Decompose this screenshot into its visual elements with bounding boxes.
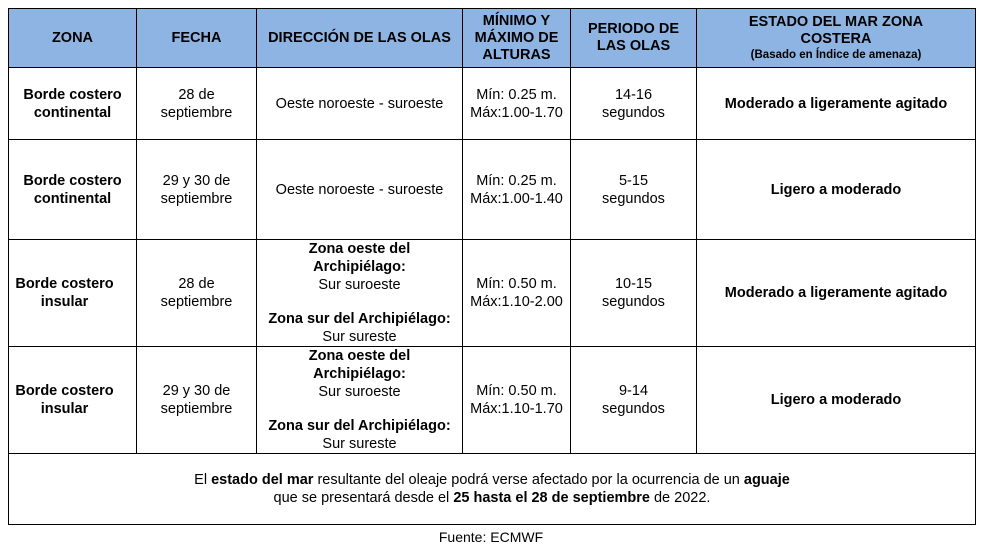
direccion-cell [257, 347, 463, 454]
sea-state-table [8, 8, 976, 525]
min-height: Mín: 0.50 m. [476, 276, 557, 292]
note-cell [9, 454, 976, 525]
min-height: Mín: 0.50 m. [476, 383, 557, 399]
table-row [9, 140, 976, 240]
max-height: Máx:1.10-1.70 [470, 401, 563, 417]
header-periodo: PERIODO DE LAS OLAS [571, 9, 697, 68]
min-height: Mín: 0.25 m. [476, 86, 557, 103]
dir-oeste-label: Zona oeste del Archipiélago: [308, 348, 411, 382]
estado-cell: Moderado a ligeramente agitado [697, 240, 976, 347]
periodo-cell: 14-16 segundos [571, 68, 697, 140]
direccion-cell [257, 240, 463, 347]
header-estado-title: ESTADO DEL MAR ZONA COSTERA [748, 14, 924, 47]
dir-sur-label: Zona sur del Archipiélago: [268, 311, 451, 327]
zona-cell: Borde costero insular [9, 347, 137, 454]
zona-cell: Borde costero insular [9, 240, 137, 347]
periodo-cell: 5-15 segundos [571, 140, 697, 240]
note-text: que se presentará desde el [273, 490, 454, 506]
note-text: El [194, 472, 212, 488]
note-line-2 [13, 489, 971, 507]
zona-cell: Borde costero continental [9, 68, 137, 140]
periodo-cell: 10-15 segundos [571, 240, 697, 347]
dir-oeste-value: Sur suroeste [318, 384, 401, 400]
note-text: de 2022. [649, 490, 711, 506]
source-caption: Fuente: ECMWF [438, 529, 544, 545]
dir-sur-value: Sur sureste [322, 436, 397, 452]
note-bold: aguaje [743, 472, 790, 488]
min-height: Mín: 0.25 m. [476, 172, 557, 189]
table-row [9, 68, 976, 140]
note-bold: estado del mar [211, 472, 314, 488]
alturas-cell [463, 347, 571, 454]
direccion-cell: Oeste noroeste - suroeste [257, 68, 463, 140]
header-alturas: MÍNIMO Y MÁXIMO DE ALTURAS [463, 9, 571, 68]
direccion-cell: Oeste noroeste - suroeste [257, 140, 463, 240]
header-row [9, 9, 976, 68]
fecha-cell: 29 y 30 de septiembre [137, 140, 257, 240]
dir-oeste-label: Zona oeste del Archipiélago: [308, 241, 411, 275]
fecha-cell: 29 y 30 de septiembre [137, 347, 257, 454]
zona-cell: Borde costero continental [9, 140, 137, 240]
periodo-cell: 9-14 segundos [571, 347, 697, 454]
estado-cell: Ligero a moderado [697, 347, 976, 454]
max-height: Máx:1.00-1.70 [470, 104, 563, 121]
note-text: resultante del oleaje podrá verse afectado por la ocurrencia de un [313, 472, 744, 488]
header-zona: ZONA [9, 9, 137, 68]
fecha-cell: 28 de septiembre [137, 68, 257, 140]
table-row [9, 240, 976, 347]
header-direccion: DIRECCIÓN DE LAS OLAS [257, 9, 463, 68]
alturas-cell [463, 240, 571, 347]
max-height: Máx:1.10-2.00 [470, 294, 563, 310]
header-fecha: FECHA [137, 9, 257, 68]
header-estado [697, 9, 976, 68]
alturas-cell [463, 68, 571, 140]
fecha-cell: 28 de septiembre [137, 240, 257, 347]
max-height: Máx:1.00-1.40 [470, 190, 563, 207]
estado-cell: Moderado a ligeramente agitado [697, 68, 976, 140]
header-estado-subtitle: (Basado en Índice de amenaza) [750, 49, 922, 61]
note-bold: 25 hasta el 28 de septiembre [453, 490, 650, 506]
dir-sur-value: Sur sureste [322, 329, 397, 345]
dir-sur-label: Zona sur del Archipiélago: [268, 418, 451, 434]
note-line-1 [13, 471, 971, 489]
alturas-cell [463, 140, 571, 240]
note-row [9, 454, 976, 525]
dir-oeste-value: Sur suroeste [318, 277, 401, 293]
estado-cell: Ligero a moderado [697, 140, 976, 240]
table-row [9, 347, 976, 454]
